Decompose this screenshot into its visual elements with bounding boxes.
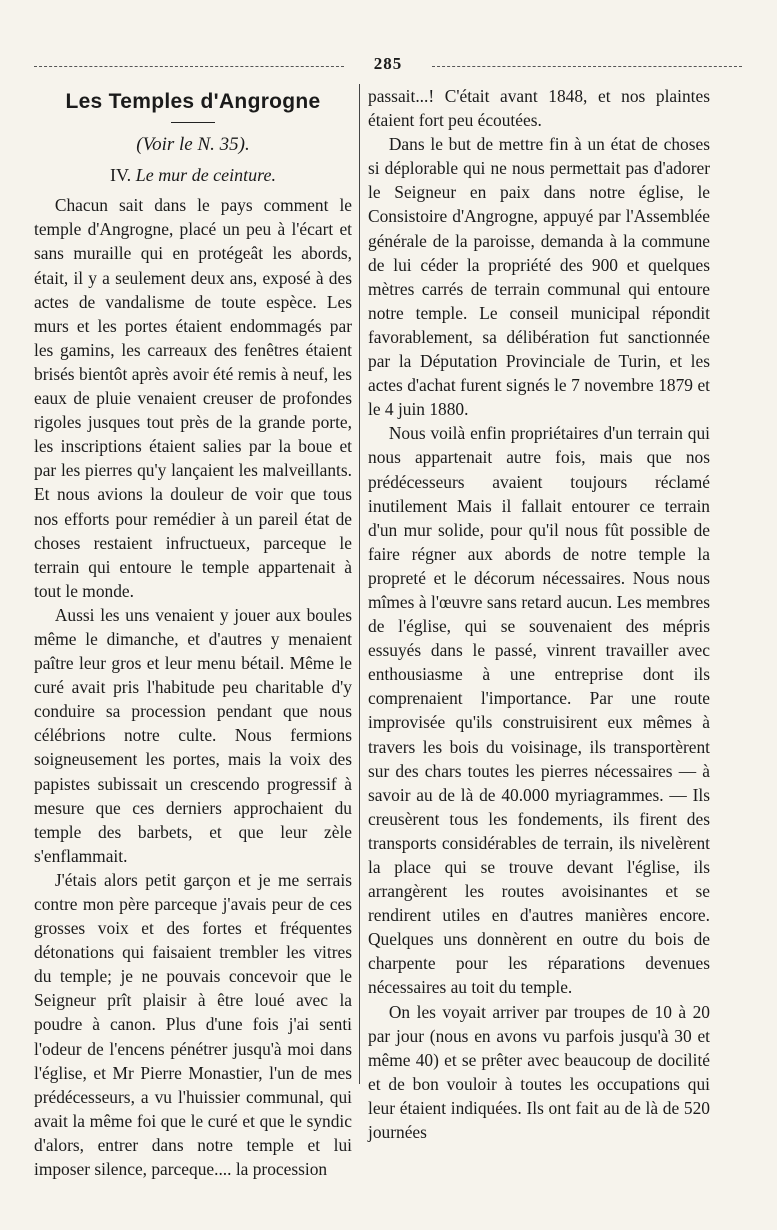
right-column	[368, 84, 710, 1144]
paragraph: J'étais alors petit garçon et je me serrais contre mon père parceque j'avais peur de ces grosses voix et des fortes et fréquentes détonations qui faisaient trembler les vitres du temple; je ne pouvais concevoir que le Seigneur prît plaisir à être loué avec la poudre à canon. Plus d'une fois j'ai senti l'odeur de l'encens pénétrer jusqu'à moi dans l'église, et Mr Pierre Monastier, l'un de mes prédécesseurs, a vu l'huissier communal, qui avait la même foi que le curé et que le syndic d'alors, entrer dans notre temple et lui imposer silence, parceque.... la procession	[34, 869, 352, 1180]
article-title: Les Temples d'Angrogne	[65, 90, 321, 113]
paragraph: Aussi les uns venaient y jouer aux boules même le dimanche, et d'autres y menaient paître leur gros et leur menu bétail. Même le curé avait pris l'habitude peu charitable d'y conduire sa procession pendant que nous célébrions notre culte. Nous fermions soigneusement les portes, mais la voix des papistes subissait un crescendo progressif à mesure que ces derniers approchaient du temple des barbets, et que leur zèle s'enflammait.	[34, 604, 352, 866]
paragraph: passait...! C'était avant 1848, et nos plaintes étaient fort peu écoutées.	[368, 86, 710, 131]
paragraph: Chacun sait dans le pays comment le temple d'Angrogne, placé un peu à l'écart et sans muraille qui en protégeât les abords, était, il y a seulement deux ans, exposé à des actes de vandalisme de toute espèce. Les murs et les portes étaient endommagés par les gamins, les carreaux des fenêtres étaient brisés bientôt après avoir été remis à neuf, les eaux de pluie venaient creuser de profondes rigoles jusques tout près de la grande porte, les inscriptions étaient salies par la boue et par les pierres qu'y lançaient les malveillants. Et nous avions la douleur de voir que tous nos efforts pour remédier à un pareil état de choses restaient infructueux, parceque le terrain qui entoure le temple appartenait à tout le monde.	[34, 195, 352, 601]
page-number: 285	[373, 54, 403, 73]
section-number: IV.	[110, 165, 132, 186]
section-title: Le mur de ceinture.	[135, 165, 276, 186]
header-rule-right	[432, 66, 742, 67]
paragraph: Dans le but de mettre fin à un état de choses si déplorable qui ne nous permettait pas d'adorer le Seigneur en paix dans notre église, le Consistoire d'Angrogne, appuyé par l'Assemblée générale de la paroisse, demanda à la commune de lui céder la propriété des 900 et quelques mètres carrés de terrain communal qui entoure notre temple. Le conseil municipal répondit favorablement, sa délibération fut sanctionnée par la Députation Provinciale de Turin, et les actes d'achat furent signés le 7 novembre 1879 et le 4 juin 1880.	[368, 134, 710, 420]
paragraph: On les voyait arriver par troupes de 10 à 20 par jour (nous en avons vu parfois jusqu'à 30 et même 40) et se prêter avec beaucoup de docilité et de bon vouloir à toutes les occupations qui leur étaient indiquées. Ils ont fait au de là de 520 journées	[368, 1001, 710, 1143]
column-divider	[359, 84, 360, 1084]
paragraph: Nous voilà enfin propriétaires d'un terrain qui nous appartenait autre fois, mais que nos prédécesseurs avaient toujours réclamé inutilement Mais il fallait entourer ce terrain d'un mur solide, pour qu'il nous fût possible de faire régner aux abords de notre temple la propreté et le décorum nécessaires. Nous nous mîmes à l'œuvre sans retard aucun. Les membres de l'église, qui se souvenaient des mépris essuyés dans le passé, vinrent travailler avec enthousiasme à une entreprise dont ils comprenaient l'importance. Par une route improvisée qu'ils construisirent eux mêmes à travers les bois du voisinage, ils transportèrent sur des chars toutes les pierres nécessaires — à savoir au de là de 40.000 myriagrammes. — Ils creusèrent tous les fondements, ils firent des transports considérables de terrain, ils nivelèrent la place qui se trouve devant l'église, ils arrangèrent les routes avoisinantes et se rendirent utiles en d'autres manières encore. Quelques uns donnèrent en outre du bois de charpente pour les réparations devenues nécessaires au toit du temple.	[368, 423, 710, 998]
left-column	[34, 84, 352, 1181]
article-reference: (Voir le N. 35).	[136, 134, 250, 156]
title-rule	[171, 122, 215, 123]
section-heading	[34, 163, 352, 187]
page-header	[34, 54, 742, 78]
